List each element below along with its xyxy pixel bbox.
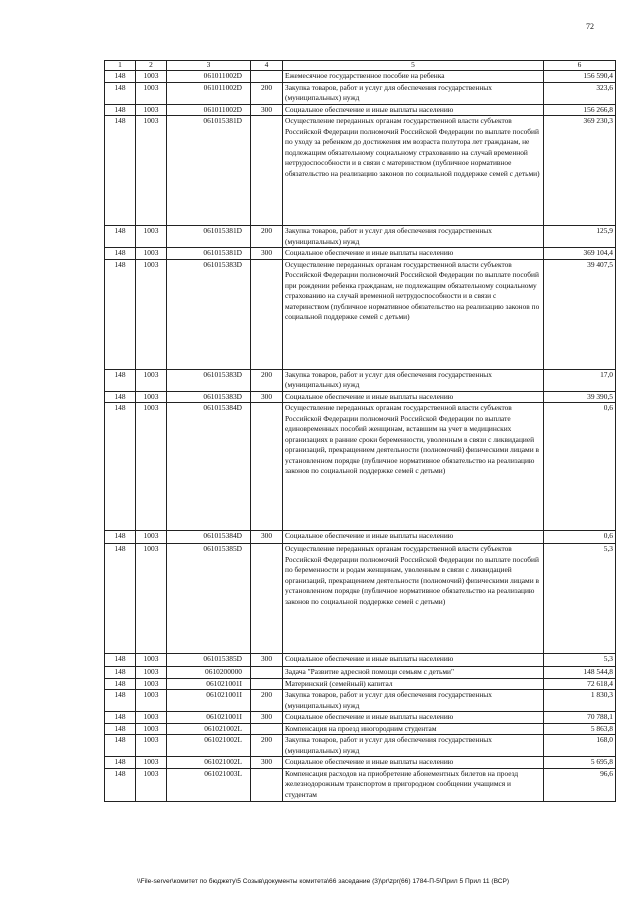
cell-name: Социальное обеспечение и иные выплаты населению bbox=[283, 531, 544, 544]
cell-expense-type bbox=[251, 71, 283, 83]
cell-target: 061015385D bbox=[167, 654, 251, 667]
table-row bbox=[105, 403, 616, 531]
column-header: 4 bbox=[251, 61, 283, 71]
table-row bbox=[105, 369, 616, 391]
cell-amount: 1 830,3 bbox=[544, 690, 616, 712]
cell-name: Социальное обеспечение и иные выплаты населению bbox=[283, 654, 544, 667]
cell-expense-type bbox=[251, 678, 283, 690]
cell-amount: 168,0 bbox=[544, 735, 616, 757]
cell-amount: 369 230,3 bbox=[544, 116, 616, 226]
cell-expense-type: 300 bbox=[251, 757, 283, 769]
cell-section: 1003 bbox=[136, 678, 167, 690]
table-row bbox=[105, 757, 616, 769]
cell-target: 061021001I bbox=[167, 678, 251, 690]
cell-expense-type: 200 bbox=[251, 369, 283, 391]
cell-gov: 148 bbox=[105, 723, 136, 735]
table-row bbox=[105, 667, 616, 679]
cell-section: 1003 bbox=[136, 667, 167, 679]
cell-section: 1003 bbox=[136, 369, 167, 391]
cell-gov: 148 bbox=[105, 712, 136, 724]
cell-name: Закупка товаров, работ и услуг для обеспечения государственных (муниципальных) нужд bbox=[283, 369, 544, 391]
cell-section: 1003 bbox=[136, 690, 167, 712]
table-row bbox=[105, 71, 616, 83]
cell-expense-type: 300 bbox=[251, 391, 283, 403]
cell-gov: 148 bbox=[105, 226, 136, 248]
cell-target: 061015381D bbox=[167, 116, 251, 226]
cell-section: 1003 bbox=[136, 82, 167, 104]
cell-gov: 148 bbox=[105, 531, 136, 544]
budget-table bbox=[104, 60, 616, 802]
cell-target: 061015381D bbox=[167, 226, 251, 248]
cell-name: Социальное обеспечение и иные выплаты населению bbox=[283, 391, 544, 403]
cell-amount: 5,3 bbox=[544, 654, 616, 667]
cell-section: 1003 bbox=[136, 403, 167, 531]
file-path-footer: \\File-server\комитет по бюджету\5 Созыв\документы комитета\66 заседание (3)\pr\zpr(66) 1784-П-5\Прил 5 Прил 11 (ВСР) bbox=[137, 878, 510, 885]
column-header: 6 bbox=[544, 61, 616, 71]
cell-name: Ежемесячное государственное пособие на ребенка bbox=[283, 71, 544, 83]
cell-expense-type: 300 bbox=[251, 654, 283, 667]
cell-section: 1003 bbox=[136, 259, 167, 369]
cell-amount: 5 695,8 bbox=[544, 757, 616, 769]
table-row bbox=[105, 690, 616, 712]
cell-target: 061015383D bbox=[167, 391, 251, 403]
table-row bbox=[105, 116, 616, 226]
cell-section: 1003 bbox=[136, 391, 167, 403]
table-row bbox=[105, 735, 616, 757]
header-row bbox=[105, 61, 616, 71]
cell-amount: 5,3 bbox=[544, 544, 616, 654]
cell-gov: 148 bbox=[105, 678, 136, 690]
cell-amount: 5 863,8 bbox=[544, 723, 616, 735]
table-row bbox=[105, 248, 616, 260]
cell-target: 061015383D bbox=[167, 259, 251, 369]
cell-name: Осуществление переданных органам государственной власти субъектов Российской Федерации полномочий Российской Федерации по выплате пособий по уходу за ребенком до достижения им возраста полутора лет гражданам, не подлежащим обязательному социальному страхованию на случай временной нетрудоспособности и в связи с материнством (публичное нормативное обязательство на реализацию законов по социальной поддержке семей с детьми) bbox=[283, 116, 544, 226]
cell-gov: 148 bbox=[105, 757, 136, 769]
table-row bbox=[105, 712, 616, 724]
cell-expense-type bbox=[251, 403, 283, 531]
cell-expense-type: 300 bbox=[251, 104, 283, 116]
column-header: 2 bbox=[136, 61, 167, 71]
cell-name: Закупка товаров, работ и услуг для обеспечения государственных (муниципальных) нужд bbox=[283, 735, 544, 757]
table-row bbox=[105, 82, 616, 104]
cell-gov: 148 bbox=[105, 768, 136, 801]
cell-target: 061011002D bbox=[167, 71, 251, 83]
cell-section: 1003 bbox=[136, 768, 167, 801]
cell-expense-type: 300 bbox=[251, 712, 283, 724]
table-row bbox=[105, 723, 616, 735]
cell-gov: 148 bbox=[105, 391, 136, 403]
table-row bbox=[105, 654, 616, 667]
cell-expense-type: 200 bbox=[251, 690, 283, 712]
cell-target: 0610200000 bbox=[167, 667, 251, 679]
cell-gov: 148 bbox=[105, 104, 136, 116]
cell-section: 1003 bbox=[136, 544, 167, 654]
cell-section: 1003 bbox=[136, 116, 167, 226]
cell-target: 061021002L bbox=[167, 757, 251, 769]
cell-section: 1003 bbox=[136, 226, 167, 248]
cell-target: 061015381D bbox=[167, 248, 251, 260]
cell-name: Социальное обеспечение и иные выплаты населению bbox=[283, 712, 544, 724]
cell-expense-type bbox=[251, 259, 283, 369]
cell-amount: 148 544,8 bbox=[544, 667, 616, 679]
column-header: 5 bbox=[283, 61, 544, 71]
table-row bbox=[105, 678, 616, 690]
cell-target: 061015384D bbox=[167, 531, 251, 544]
cell-section: 1003 bbox=[136, 71, 167, 83]
cell-gov: 148 bbox=[105, 71, 136, 83]
cell-target: 061011002D bbox=[167, 104, 251, 116]
cell-amount: 369 104,4 bbox=[544, 248, 616, 260]
table-row bbox=[105, 391, 616, 403]
cell-target: 061021002L bbox=[167, 735, 251, 757]
cell-amount: 0,6 bbox=[544, 531, 616, 544]
cell-section: 1003 bbox=[136, 723, 167, 735]
cell-amount: 72 618,4 bbox=[544, 678, 616, 690]
cell-expense-type: 200 bbox=[251, 226, 283, 248]
cell-gov: 148 bbox=[105, 654, 136, 667]
table-row bbox=[105, 259, 616, 369]
cell-name: Задача "Развитие адресной помощи семьям с детьми" bbox=[283, 667, 544, 679]
column-header: 3 bbox=[167, 61, 251, 71]
cell-amount: 39 407,5 bbox=[544, 259, 616, 369]
cell-amount: 156 266,8 bbox=[544, 104, 616, 116]
cell-name: Социальное обеспечение и иные выплаты населению bbox=[283, 757, 544, 769]
cell-amount: 125,9 bbox=[544, 226, 616, 248]
cell-name: Осуществление переданных органам государственной власти субъектов Российской Федерации полномочий Российской Федерации по выплате единовременных пособий женщинам, вставшим на учет в медицинских организациях в ранние сроки беременности, уволенным в связи с ликвидацией организаций, прекращением деятельности (полномочий) физическими лицами в установленном порядке (публичное нормативное обязательство на реализацию законов по социальной поддержке семей с детьми) bbox=[283, 403, 544, 531]
cell-name: Материнский (семейный) капитал bbox=[283, 678, 544, 690]
cell-target: 061015385D bbox=[167, 544, 251, 654]
cell-amount: 156 590,4 bbox=[544, 71, 616, 83]
cell-gov: 148 bbox=[105, 248, 136, 260]
cell-gov: 148 bbox=[105, 82, 136, 104]
cell-name: Закупка товаров, работ и услуг для обеспечения государственных (муниципальных) нужд bbox=[283, 690, 544, 712]
cell-gov: 148 bbox=[105, 403, 136, 531]
cell-gov: 148 bbox=[105, 259, 136, 369]
table-row bbox=[105, 226, 616, 248]
cell-section: 1003 bbox=[136, 712, 167, 724]
cell-expense-type bbox=[251, 768, 283, 801]
cell-name: Компенсация на проезд иногородним студентам bbox=[283, 723, 544, 735]
cell-section: 1003 bbox=[136, 654, 167, 667]
cell-name: Закупка товаров, работ и услуг для обеспечения государственных (муниципальных) нужд bbox=[283, 226, 544, 248]
cell-expense-type bbox=[251, 544, 283, 654]
cell-section: 1003 bbox=[136, 248, 167, 260]
cell-section: 1003 bbox=[136, 757, 167, 769]
cell-gov: 148 bbox=[105, 690, 136, 712]
table-row bbox=[105, 531, 616, 544]
cell-expense-type bbox=[251, 667, 283, 679]
cell-gov: 148 bbox=[105, 667, 136, 679]
cell-expense-type: 300 bbox=[251, 531, 283, 544]
cell-name: Осуществление переданных органам государственной власти субъектов Российской Федерации полномочий Российской Федерации по выплате пособий при рождении ребенка гражданам, не подлежащим обязательному социальному страхованию на случай временной нетрудоспособности и в связи с материнством (публичное нормативное обязательство на реализацию законов по социальной поддержке семей с детьми) bbox=[283, 259, 544, 369]
cell-section: 1003 bbox=[136, 531, 167, 544]
cell-gov: 148 bbox=[105, 116, 136, 226]
cell-amount: 17,0 bbox=[544, 369, 616, 391]
cell-target: 061021001I bbox=[167, 712, 251, 724]
cell-expense-type: 300 bbox=[251, 248, 283, 260]
cell-gov: 148 bbox=[105, 369, 136, 391]
cell-amount: 323,6 bbox=[544, 82, 616, 104]
cell-gov: 148 bbox=[105, 735, 136, 757]
cell-expense-type: 200 bbox=[251, 82, 283, 104]
cell-target: 061015383D bbox=[167, 369, 251, 391]
column-header: 1 bbox=[105, 61, 136, 71]
cell-target: 061021002L bbox=[167, 723, 251, 735]
cell-target: 061011002D bbox=[167, 82, 251, 104]
cell-section: 1003 bbox=[136, 104, 167, 116]
cell-amount: 0,6 bbox=[544, 403, 616, 531]
cell-name: Социальное обеспечение и иные выплаты населению bbox=[283, 104, 544, 116]
cell-amount: 39 390,5 bbox=[544, 391, 616, 403]
table-row bbox=[105, 104, 616, 116]
cell-expense-type bbox=[251, 116, 283, 226]
table-row bbox=[105, 768, 616, 801]
cell-expense-type: 200 bbox=[251, 735, 283, 757]
cell-section: 1003 bbox=[136, 735, 167, 757]
cell-amount: 96,6 bbox=[544, 768, 616, 801]
cell-target: 061021001I bbox=[167, 690, 251, 712]
cell-expense-type bbox=[251, 723, 283, 735]
cell-target: 061021003L bbox=[167, 768, 251, 801]
cell-target: 061015384D bbox=[167, 403, 251, 531]
cell-name: Закупка товаров, работ и услуг для обеспечения государственных (муниципальных) нужд bbox=[283, 82, 544, 104]
cell-name: Компенсация расходов на приобретение абонементных билетов на проезд железнодорожным транспортом в пригородном сообщении учащимся и студентам bbox=[283, 768, 544, 801]
page-number: 72 bbox=[586, 22, 594, 31]
cell-amount: 70 788,1 bbox=[544, 712, 616, 724]
table-row bbox=[105, 544, 616, 654]
cell-name: Социальное обеспечение и иные выплаты населению bbox=[283, 248, 544, 260]
cell-gov: 148 bbox=[105, 544, 136, 654]
cell-name: Осуществление переданных органам государственной власти субъектов Российской Федерации полномочий Российской Федерации по выплате пособий по беременности и родам женщинам, уволенным в связи с ликвидацией организаций, прекращением деятельности (полномочий) физическими лицами в установленном порядке (публичное нормативное обязательство на реализацию законов по социальной поддержке семей с детьми) bbox=[283, 544, 544, 654]
